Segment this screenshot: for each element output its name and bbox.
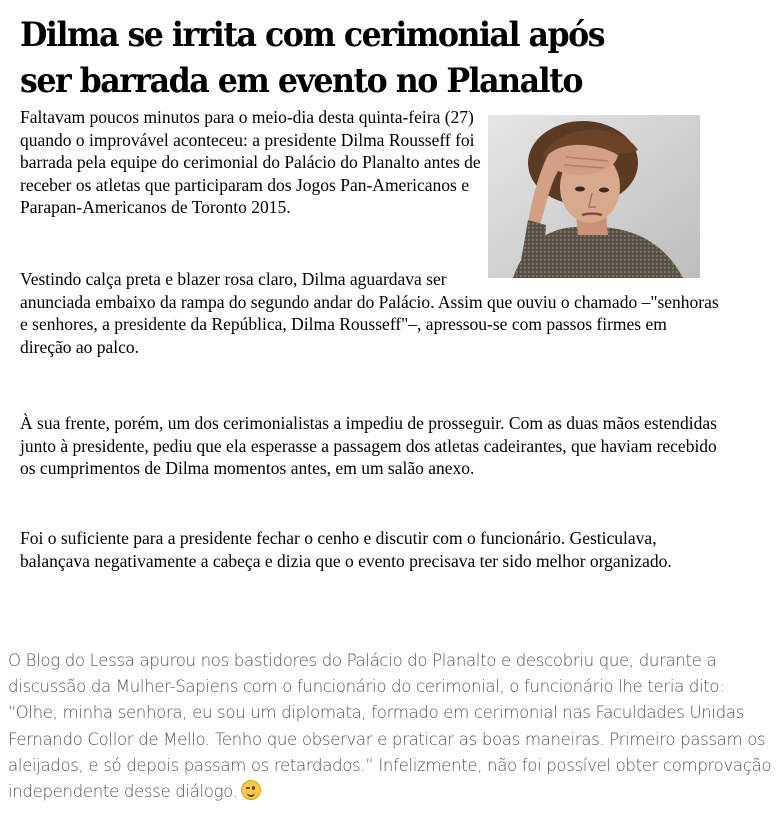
blog-commentary [8, 648, 773, 805]
headline [20, 12, 708, 104]
wink-emoji-icon [241, 780, 261, 800]
article-header [20, 12, 720, 104]
headline-line-1: Dilma se irrita com cerimonial após [20, 15, 605, 55]
headline-line-2: ser barrada em evento no Planalto [20, 61, 582, 101]
paragraph-4: Foi o suficiente para a presidente fechar o cenho e discutir com o funcionário. Gesticulava, balançava negativamente a cabeça e dizia que o evento precisava ter sido melhor organizado. [20, 528, 672, 571]
paragraph-3: À sua frente, porém, um dos cerimonialistas a impediu de prosseguir. Com as duas mãos estendidas junto à presidente, pediu que ela esperasse a passagem dos atletas cadeirantes, que haviam recebido os cumprimentos de Dilma momentos antes, em um salão anexo. [20, 413, 717, 478]
paragraph-2-text: Vestindo calça preta e blazer rosa claro, Dilma aguardava ser anunciada embaixo da rampa do segundo andar do Palácio. Assim que ouviu o chamado –"senhoras e senhores, a presidente da República, Dilma Rousseff"–, apressou-se com passos firmes em direção ao palco. [20, 269, 719, 357]
paragraph-2 [20, 268, 720, 358]
photo-woman-hand-on-forehead [488, 115, 700, 278]
article-photo [488, 115, 700, 278]
blog-text: O Blog do Lessa apurou nos bastidores do Palácio do Planalto e descobriu que, durante a discussão da Mulher-Sapiens com o funcionário do cerimonial, o funcionário lhe teria dito: “Olhe, minha senhora, eu sou um diplomata, formado em cerimonial nas Faculdades Unidas Fernando Collor de Mello. Tenho que observar e praticar as boas maneiras. Primeiro passam os aleijados, e só depois passam os retardados.” Infelizmente, não foi possível obter comprovação independente desse diálogo. [8, 651, 772, 802]
paragraph-1: Faltavam poucos minutos para o meio-dia desta quinta-feira (27) quando o improvável aconteceu: a presidente Dilma Rousseff foi barrada pela equipe do cerimonial do Palácio do Planalto antes de receber os atletas que participaram dos Jogos Pan-Americanos e Parapan-Americanos de Toronto 2015. [20, 107, 481, 217]
photo-wrap-spacer [480, 268, 720, 290]
